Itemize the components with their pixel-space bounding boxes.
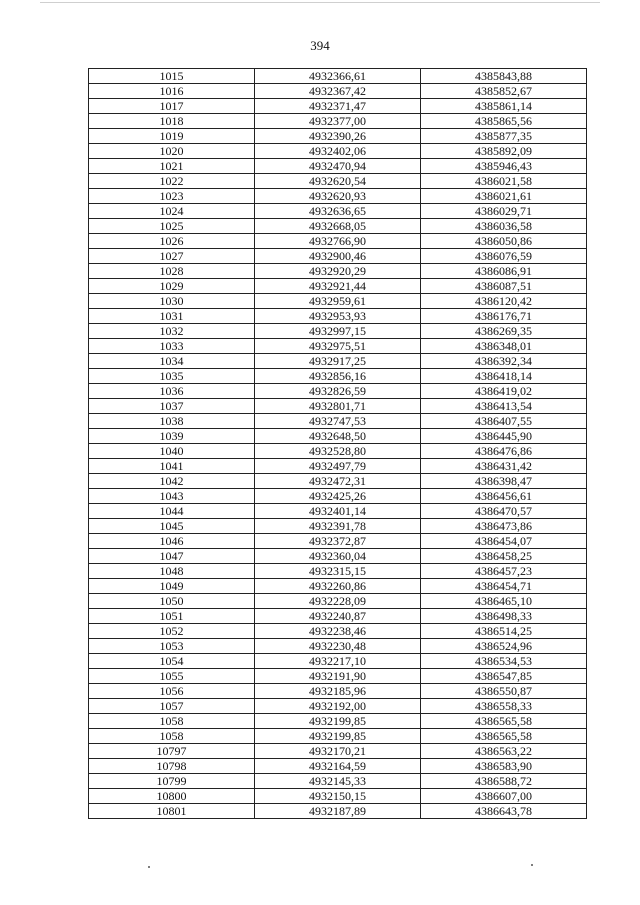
y-coordinate-cell: 4385861,14 [421,99,587,114]
point-number-cell: 1055 [89,669,255,684]
x-coordinate-cell: 4932900,46 [255,249,421,264]
x-coordinate-cell: 4932920,29 [255,264,421,279]
table-row [89,639,587,654]
coordinates-table [88,68,587,819]
table-row [89,294,587,309]
y-coordinate-cell: 4386445,90 [421,429,587,444]
y-coordinate-cell: 4386470,57 [421,504,587,519]
point-number-cell: 1025 [89,219,255,234]
point-number-cell: 1057 [89,699,255,714]
table-row [89,204,587,219]
point-number-cell: 1046 [89,534,255,549]
y-coordinate-cell: 4386029,71 [421,204,587,219]
point-number-cell: 1050 [89,594,255,609]
point-number-cell: 1028 [89,264,255,279]
x-coordinate-cell: 4932360,04 [255,549,421,564]
point-number-cell: 1053 [89,639,255,654]
y-coordinate-cell: 4385892,09 [421,144,587,159]
table-row [89,729,587,744]
x-coordinate-cell: 4932528,80 [255,444,421,459]
point-number-cell: 1019 [89,129,255,144]
x-coordinate-cell: 4932402,06 [255,144,421,159]
point-number-cell: 1020 [89,144,255,159]
table-row [89,429,587,444]
y-coordinate-cell: 4386086,91 [421,264,587,279]
y-coordinate-cell: 4386524,96 [421,639,587,654]
point-number-cell: 1021 [89,159,255,174]
scan-speck [148,866,150,868]
x-coordinate-cell: 4932959,61 [255,294,421,309]
table-row [89,99,587,114]
y-coordinate-cell: 4386419,02 [421,384,587,399]
point-number-cell: 1034 [89,354,255,369]
x-coordinate-cell: 4932260,86 [255,579,421,594]
y-coordinate-cell: 4386458,25 [421,549,587,564]
point-number-cell: 1042 [89,474,255,489]
x-coordinate-cell: 4932185,96 [255,684,421,699]
table-row [89,219,587,234]
table-row [89,594,587,609]
table-row [89,789,587,804]
x-coordinate-cell: 4932401,14 [255,504,421,519]
page-top-edge [40,2,600,3]
y-coordinate-cell: 4386465,10 [421,594,587,609]
table-row [89,354,587,369]
point-number-cell: 1023 [89,189,255,204]
x-coordinate-cell: 4932953,93 [255,309,421,324]
table-row [89,279,587,294]
x-coordinate-cell: 4932766,90 [255,234,421,249]
table-row [89,474,587,489]
x-coordinate-cell: 4932145,33 [255,774,421,789]
y-coordinate-cell: 4385852,67 [421,84,587,99]
x-coordinate-cell: 4932620,93 [255,189,421,204]
point-number-cell: 1040 [89,444,255,459]
x-coordinate-cell: 4932217,10 [255,654,421,669]
table-row [89,534,587,549]
table-row [89,264,587,279]
x-coordinate-cell: 4932228,09 [255,594,421,609]
table-row [89,69,587,84]
x-coordinate-cell: 4932856,16 [255,369,421,384]
x-coordinate-cell: 4932199,85 [255,714,421,729]
y-coordinate-cell: 4386021,61 [421,189,587,204]
x-coordinate-cell: 4932801,71 [255,399,421,414]
y-coordinate-cell: 4386413,54 [421,399,587,414]
y-coordinate-cell: 4386076,59 [421,249,587,264]
x-coordinate-cell: 4932636,65 [255,204,421,219]
y-coordinate-cell: 4386407,55 [421,414,587,429]
y-coordinate-cell: 4386565,58 [421,729,587,744]
x-coordinate-cell: 4932917,25 [255,354,421,369]
table-row [89,744,587,759]
table-row [89,159,587,174]
table-row [89,624,587,639]
y-coordinate-cell: 4385843,88 [421,69,587,84]
point-number-cell: 1051 [89,609,255,624]
table-row [89,399,587,414]
point-number-cell: 1026 [89,234,255,249]
point-number-cell: 1041 [89,459,255,474]
point-number-cell: 1037 [89,399,255,414]
table-row [89,234,587,249]
y-coordinate-cell: 4386583,90 [421,759,587,774]
table-row [89,549,587,564]
table-row [89,564,587,579]
x-coordinate-cell: 4932425,26 [255,489,421,504]
point-number-cell: 1029 [89,279,255,294]
x-coordinate-cell: 4932240,87 [255,609,421,624]
point-number-cell: 1016 [89,84,255,99]
table-row [89,129,587,144]
point-number-cell: 1047 [89,549,255,564]
point-number-cell: 1056 [89,684,255,699]
point-number-cell: 1036 [89,384,255,399]
table-row [89,339,587,354]
point-number-cell: 1018 [89,114,255,129]
table-row [89,84,587,99]
table-row [89,714,587,729]
x-coordinate-cell: 4932170,21 [255,744,421,759]
y-coordinate-cell: 4386476,86 [421,444,587,459]
y-coordinate-cell: 4386498,33 [421,609,587,624]
table-row [89,654,587,669]
x-coordinate-cell: 4932367,42 [255,84,421,99]
table-row [89,609,587,624]
y-coordinate-cell: 4386473,86 [421,519,587,534]
point-number-cell: 10800 [89,789,255,804]
x-coordinate-cell: 4932826,59 [255,384,421,399]
point-number-cell: 1024 [89,204,255,219]
point-number-cell: 1038 [89,414,255,429]
x-coordinate-cell: 4932187,89 [255,804,421,819]
table-row [89,519,587,534]
point-number-cell: 1039 [89,429,255,444]
x-coordinate-cell: 4932470,94 [255,159,421,174]
y-coordinate-cell: 4386550,87 [421,684,587,699]
point-number-cell: 1035 [89,369,255,384]
point-number-cell: 1033 [89,339,255,354]
point-number-cell: 1045 [89,519,255,534]
y-coordinate-cell: 4386087,51 [421,279,587,294]
scan-speck [531,864,533,866]
x-coordinate-cell: 4932150,15 [255,789,421,804]
x-coordinate-cell: 4932390,26 [255,129,421,144]
y-coordinate-cell: 4386176,71 [421,309,587,324]
table-row [89,684,587,699]
x-coordinate-cell: 4932366,61 [255,69,421,84]
table-row [89,174,587,189]
table-row [89,414,587,429]
table-row [89,669,587,684]
x-coordinate-cell: 4932997,15 [255,324,421,339]
point-number-cell: 1044 [89,504,255,519]
y-coordinate-cell: 4386269,35 [421,324,587,339]
x-coordinate-cell: 4932164,59 [255,759,421,774]
y-coordinate-cell: 4386457,23 [421,564,587,579]
y-coordinate-cell: 4386558,33 [421,699,587,714]
table-row [89,804,587,819]
point-number-cell: 10797 [89,744,255,759]
y-coordinate-cell: 4386534,53 [421,654,587,669]
y-coordinate-cell: 4386454,71 [421,579,587,594]
table-row [89,384,587,399]
table-row [89,189,587,204]
point-number-cell: 1015 [89,69,255,84]
table-row [89,369,587,384]
y-coordinate-cell: 4386456,61 [421,489,587,504]
point-number-cell: 1054 [89,654,255,669]
x-coordinate-cell: 4932747,53 [255,414,421,429]
table-row [89,504,587,519]
x-coordinate-cell: 4932975,51 [255,339,421,354]
x-coordinate-cell: 4932620,54 [255,174,421,189]
y-coordinate-cell: 4386050,86 [421,234,587,249]
y-coordinate-cell: 4386348,01 [421,339,587,354]
x-coordinate-cell: 4932191,90 [255,669,421,684]
y-coordinate-cell: 4386607,00 [421,789,587,804]
y-coordinate-cell: 4386643,78 [421,804,587,819]
coordinates-table-body [89,69,587,819]
y-coordinate-cell: 4386021,58 [421,174,587,189]
table-row [89,579,587,594]
point-number-cell: 1048 [89,564,255,579]
page-number: 394 [310,38,330,53]
point-number-cell: 1022 [89,174,255,189]
y-coordinate-cell: 4386398,47 [421,474,587,489]
y-coordinate-cell: 4386588,72 [421,774,587,789]
y-coordinate-cell: 4386454,07 [421,534,587,549]
y-coordinate-cell: 4386392,34 [421,354,587,369]
table-row [89,489,587,504]
point-number-cell: 1043 [89,489,255,504]
x-coordinate-cell: 4932238,46 [255,624,421,639]
x-coordinate-cell: 4932372,87 [255,534,421,549]
x-coordinate-cell: 4932199,85 [255,729,421,744]
point-number-cell: 1052 [89,624,255,639]
y-coordinate-cell: 4385877,35 [421,129,587,144]
point-number-cell: 1032 [89,324,255,339]
point-number-cell: 1049 [89,579,255,594]
table-row [89,309,587,324]
y-coordinate-cell: 4386565,58 [421,714,587,729]
point-number-cell: 1027 [89,249,255,264]
x-coordinate-cell: 4932230,48 [255,639,421,654]
y-coordinate-cell: 4386120,42 [421,294,587,309]
y-coordinate-cell: 4385865,56 [421,114,587,129]
x-coordinate-cell: 4932921,44 [255,279,421,294]
x-coordinate-cell: 4932668,05 [255,219,421,234]
y-coordinate-cell: 4386036,58 [421,219,587,234]
y-coordinate-cell: 4386431,42 [421,459,587,474]
point-number-cell: 10798 [89,759,255,774]
y-coordinate-cell: 4386418,14 [421,369,587,384]
table-row [89,459,587,474]
point-number-cell: 1058 [89,714,255,729]
x-coordinate-cell: 4932472,31 [255,474,421,489]
x-coordinate-cell: 4932648,50 [255,429,421,444]
x-coordinate-cell: 4932192,00 [255,699,421,714]
point-number-cell: 1031 [89,309,255,324]
table-row [89,774,587,789]
table-row [89,759,587,774]
point-number-cell: 1058 [89,729,255,744]
table-row [89,114,587,129]
point-number-cell: 10799 [89,774,255,789]
point-number-cell: 10801 [89,804,255,819]
point-number-cell: 1017 [89,99,255,114]
table-row [89,144,587,159]
y-coordinate-cell: 4386563,22 [421,744,587,759]
table-row [89,444,587,459]
y-coordinate-cell: 4385946,43 [421,159,587,174]
x-coordinate-cell: 4932391,78 [255,519,421,534]
x-coordinate-cell: 4932315,15 [255,564,421,579]
table-row [89,699,587,714]
x-coordinate-cell: 4932377,00 [255,114,421,129]
y-coordinate-cell: 4386514,25 [421,624,587,639]
point-number-cell: 1030 [89,294,255,309]
table-row [89,249,587,264]
y-coordinate-cell: 4386547,85 [421,669,587,684]
table-row [89,324,587,339]
x-coordinate-cell: 4932497,79 [255,459,421,474]
x-coordinate-cell: 4932371,47 [255,99,421,114]
